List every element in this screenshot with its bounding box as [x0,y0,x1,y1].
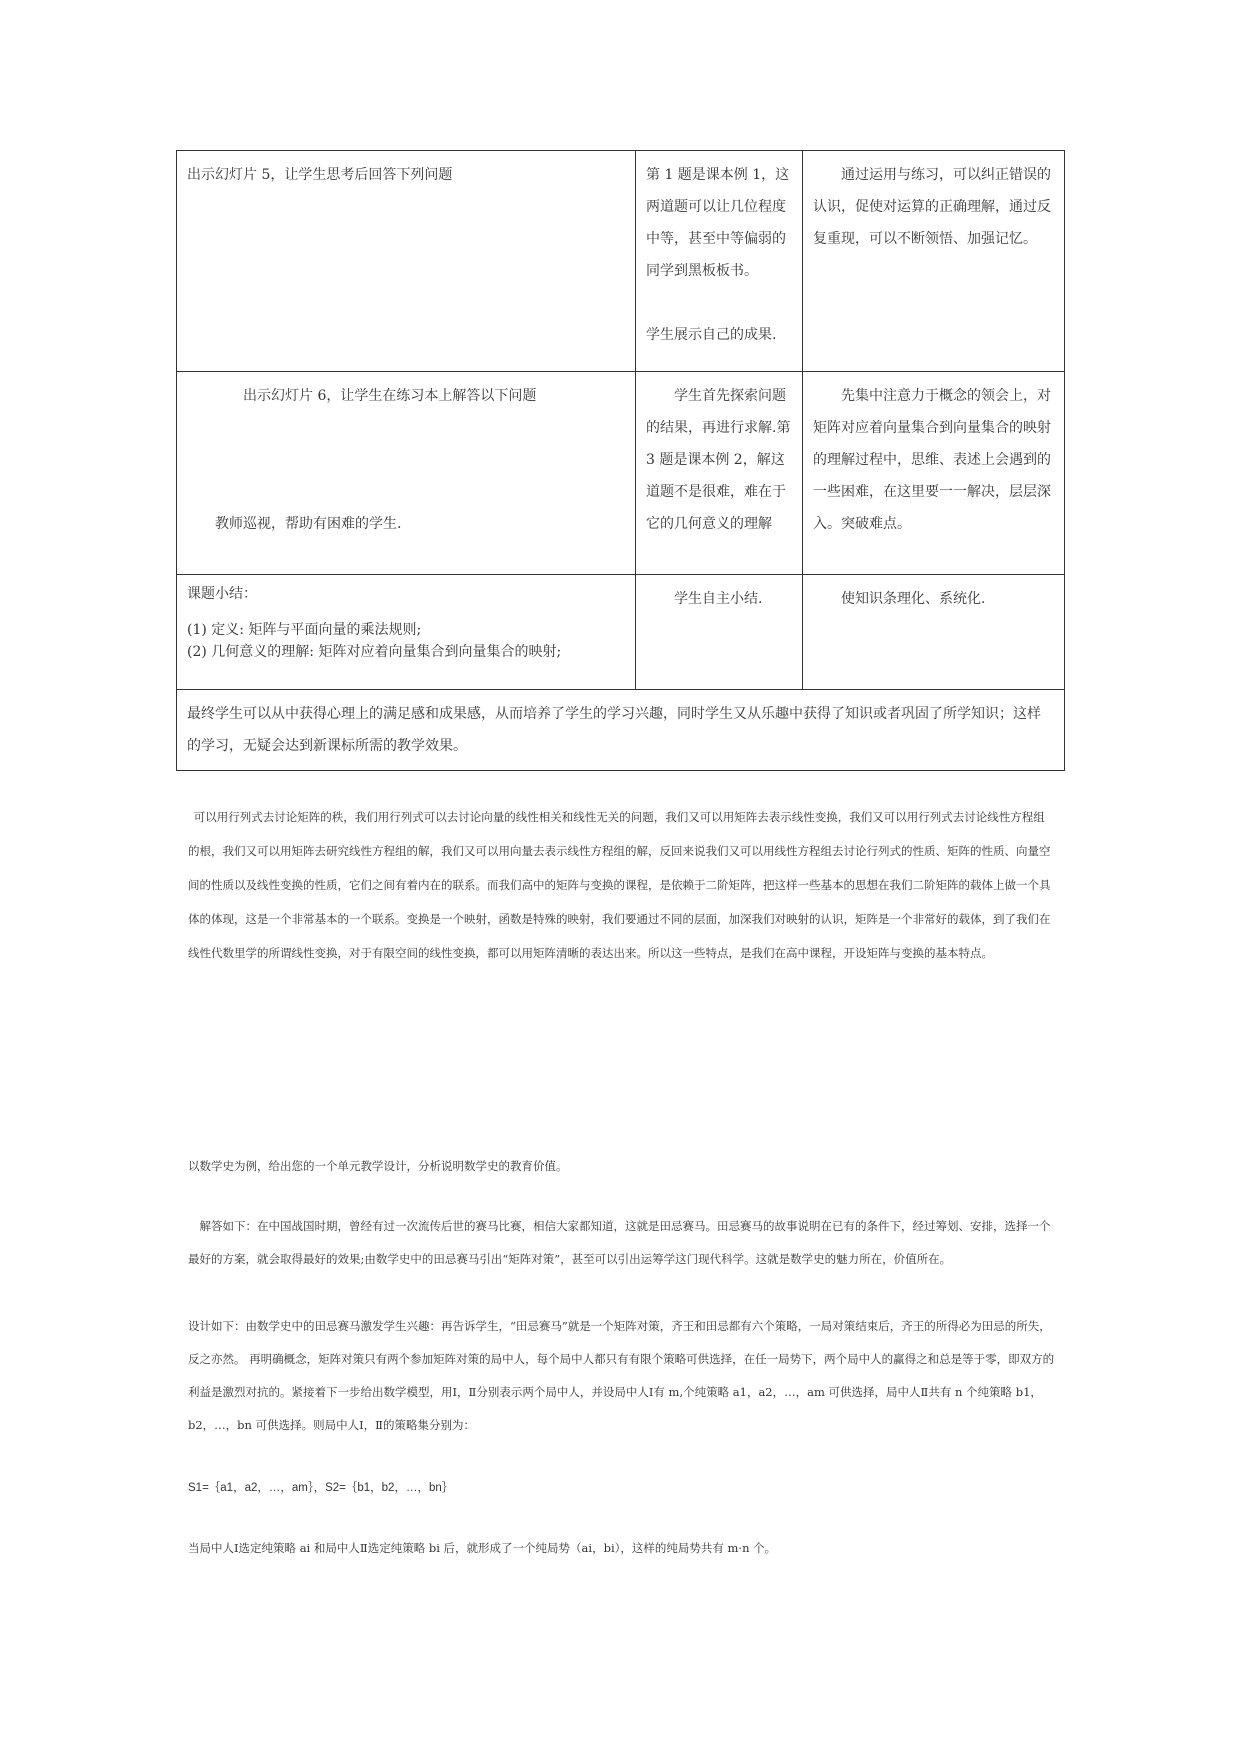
teacher-activity-text: 教师巡视，帮助有困难的学生. [215,516,402,532]
table-cell [803,151,1065,372]
pure-situation-text: 当局中人Ⅰ选定纯策略 ai 和局中人Ⅱ选定纯策略 bi 后，就形成了一个纯局势（ai，bi），这样的纯局势共有 m·n 个。 [188,1541,777,1555]
summary-title: 课题小结： [187,586,257,602]
design-intent-text: 先集中注意力于概念的领会上，对矩阵对应着向量集合到向量集合的映射的理解过程中，思维、表述上会遇到的一些困难，在这里要一一解决，层层深入。突破难点。 [813,388,1051,532]
slide5-prompt: 出示幻灯片 5，让学生思考后回答下列问题 [187,167,453,183]
summary-item: (1) 定义: 矩阵与平面向量的乘法规则; [187,622,422,638]
table-cell [636,151,803,372]
lesson-table [176,150,1065,771]
strategy-set-formula: S1=｛a1，a2，…，am｝，S2=｛b1，b2，…，bn｝ [188,1482,454,1494]
table-row [177,690,1065,771]
table-cell [803,575,1065,690]
table-cell [636,372,803,575]
design-intent-text: 使知识条理化、系统化. [841,591,986,607]
table-cell [803,372,1065,575]
matrix-paragraph: 可以用行列式去讨论矩阵的秩，我们用行列式可以去讨论向量的线性相关和线性无关的问题，我们又可以用矩阵去表示线性变换，我们又可以用行列式去讨论线性方程组的根，我们又可以用矩阵去研究线性方程组的解，我们又可以用向量去表示线性方程组的解，反回来说我们又可以用线性方程组去讨论行列式的性质、矩阵的性质、向量空间的性质以及线性变换的性质，它们之间有着内在的联系。而我们高中的矩阵与变换的课程，是依赖于二阶矩阵，把这样一些基本的思想在我们二阶矩阵的载体上做一个具体的体现，这是一个非常基本的一个联系。变换是一个映射，函数是特殊的映射，我们要通过不同的层面，加深我们对映射的认识，矩阵是一个非常好的载体，到了我们在线性代数里学的所谓线性变换，对于有限空间的线性变换，都可以用矩阵清晰的表达出来。所以这一些特点，是我们在高中课程，开设矩阵与变换的基本特点。 [188,810,1051,960]
table-row [177,151,1065,372]
table-cell [177,690,1065,771]
student-activity-text: 第 1 题是课本例 1，这两道题可以让几位程度中等，甚至中等偏弱的同学到黑板板书。 [646,167,790,279]
slide6-prompt: 出示幻灯片 6，让学生在练习本上解答以下问题 [243,388,537,404]
conclusion-text: 最终学生可以从中获得心理上的满足感和成果感，从而培养了学生的学习兴趣，同时学生又从乐趣中获得了知识或者巩固了所学知识；这样的学习，无疑会达到新课标所需的教学效果。 [187,706,1041,754]
student-activity-text: 学生展示自己的成果. [646,327,777,343]
summary-item: (2) 几何意义的理解: 矩阵对应着向量集合到向量集合的映射; [187,644,562,660]
table-cell [177,372,636,575]
question-text: 以数学史为例，给出您的一个单元教学设计，分析说明数学史的教育价值。 [188,1159,568,1173]
answer-paragraph: 解答如下：在中国战国时期，曾经有过一次流传后世的赛马比赛，相信大家都知道，这就是田忌赛马。田忌赛马的故事说明在已有的条件下，经过筹划、安排，选择一个最好的方案，就会取得最好的效果;由数学史中的田忌赛马引出“矩阵对策”，甚至可以引出运筹学这门现代科学。这就是数学史的魅力所在，价值所在。 [188,1219,1051,1266]
student-activity-text: 学生首先探索问题的结果，再进行求解.第 3 题是课本例 2，解这道题不是很难，难在于它的几何意义的理解 [646,388,791,532]
table-cell [177,575,636,690]
design-paragraph: 设计如下：由数学史中的田忌赛马激发学生兴趣：再告诉学生，“田忌赛马”就是一个矩阵对策，齐王和田忌都有六个策略，一局对策结束后，齐王的所得必为田忌的所失，反之亦然。 再明确概念，矩阵对策只有两个参加矩阵对策的局中人，每个局中人都只有有限个策略可供选择，在任一局势下，两个局中人的赢得之和总是等于零，即双方的利益是激烈对抗的。紧接着下一步给出数学模型，用Ⅰ，Ⅱ分别表示两个局中人，并设局中人Ⅰ有 m,个纯策略 a1，a2，…，am 可供选择，局中人Ⅱ共有 n 个纯策略 b1，b2，…，bn 可供选择。则局中人Ⅰ，Ⅱ的策略集分别为： [188,1319,1055,1432]
table-row [177,372,1065,575]
design-intent-text: 通过运用与练习，可以纠正错误的认识，促使对运算的正确理解，通过反复重现，可以不断领悟、加强记忆。 [813,167,1051,247]
table-row [177,575,1065,690]
table-cell [636,575,803,690]
table-cell [177,151,636,372]
student-activity-text: 学生自主小结. [674,591,763,607]
